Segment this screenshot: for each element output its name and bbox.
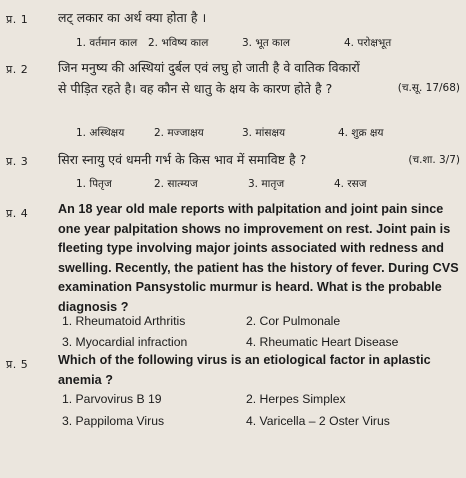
option-1[interactable]: 1. पितृज [76, 178, 112, 190]
option-3[interactable]: 3. Pappiloma Virus [62, 414, 165, 428]
source-reference: (च.शा. 3/7) [408, 154, 460, 166]
option-2[interactable]: 2. Cor Pulmonale [246, 314, 341, 328]
option-2[interactable]: 2. भविष्य काल [148, 37, 209, 49]
option-2[interactable]: 2. Herpes Simplex [246, 392, 346, 406]
option-4[interactable]: 4. Varicella – 2 Oster Virus [246, 414, 390, 428]
question-number: प्र. 2 [6, 63, 29, 76]
question-text: Which of the following virus is an etiological factor in aplastic anemia ? [58, 353, 431, 387]
option-3[interactable]: 3. भूत काल [242, 37, 290, 49]
question-text: An 18 year old male reports with palpitation and joint pain since one year palpitation shows no improvement on rest. Joint pain is fleeting type involving major joints associated with redness and swelling. Recently, the patient has the history of fever. During CVS examination Pansystolic murmur is heard. What is the probable diagnosis ? [58, 202, 459, 314]
question-number: प्र. 3 [6, 155, 29, 168]
option-3[interactable]: 3. Myocardial infraction [62, 335, 188, 349]
question-number: प्र. 5 [6, 358, 29, 371]
option-4[interactable]: 4. रसज [334, 178, 367, 190]
option-1[interactable]: 1. अस्थिक्षय [76, 127, 125, 139]
option-2[interactable]: 2. सात्म्यज [154, 178, 198, 190]
question-text: सिरा स्नायु एवं धमनी गर्भ के किस भाव में समाविष्ट है ? [58, 152, 307, 167]
option-2[interactable]: 2. मज्जाक्षय [154, 127, 204, 139]
option-4[interactable]: 4. परोक्षभूत [344, 37, 392, 49]
option-4[interactable]: 4. शुक्र क्षय [338, 127, 384, 139]
option-1[interactable]: 1. वर्तमान काल [76, 37, 138, 49]
option-3[interactable]: 3. मांसक्षय [242, 127, 286, 139]
source-reference: (च.सू. 17/68) [397, 82, 460, 94]
option-4[interactable]: 4. Rheumatic Heart Disease [246, 335, 399, 349]
question-number: प्र. 4 [6, 207, 29, 220]
question-text: लट् लकार का अर्थ क्या होता है । [58, 10, 207, 25]
option-1[interactable]: 1. Rheumatoid Arthritis [62, 314, 186, 328]
question-number: प्र. 1 [6, 13, 29, 26]
option-1[interactable]: 1. Parvovirus B 19 [62, 392, 162, 406]
question-text: जिन मनुष्य की अस्थियां दुर्बल एवं लघु हो जाती है वे वातिक विकारों से पीड़ित रहते है। वह कौन से धातु के क्षय के कारण होते है ? [58, 60, 360, 96]
option-3[interactable]: 3. मातृज [248, 178, 285, 190]
